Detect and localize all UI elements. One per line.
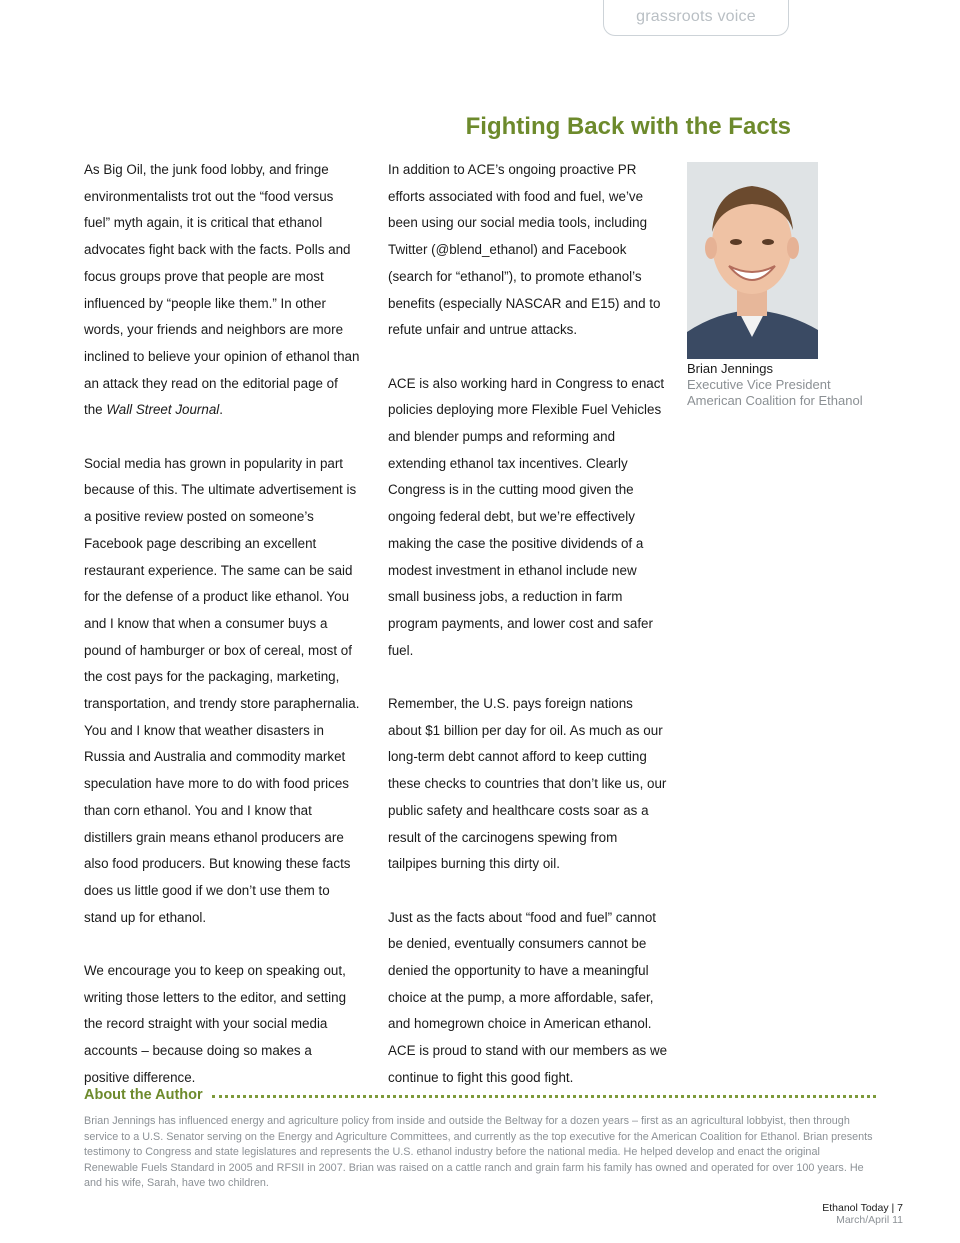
column2-paragraph-4: Just as the facts about “food and fuel” cannot be denied, eventually consumers cannot be denied the opportunity to have a meaningful choice at the pump, a more affordable, safer, and homegrown choice in American ethanol. ACE is proud to stand with our members as we continue to fight this good fight. [388, 909, 668, 1085]
author-title: Executive Vice President [687, 377, 831, 392]
publication-name: Wall Street Journal [106, 402, 220, 418]
page-footer [822, 1202, 903, 1226]
about-author-body: Brian Jennings has influenced energy and agriculture policy from inside and outside the Beltway for a dozen years – first as an agricultural lobbyist, then through service to a U.S. Senator serving on the Energy and Agriculture Committees, and currently as the top executive for the American Coalition for Ethanol. Brian presents testimony to Congress and state legislatures and represents the U.S. ethanol industry before the national media. He helped develop and enact the original Renewable Fuels Standard in 2005 and RFSII in 2007. Brian was raised on a cattle ranch and grain farm his family has owned and operated for over 100 years. He and his wife, Sarah, have two children. [84, 1115, 873, 1189]
author-organization: American Coalition for Ethanol [687, 393, 863, 408]
dotted-divider [212, 1095, 876, 1098]
column2-paragraph-3: Remember, the U.S. pays foreign nations about $1 billion per day for oil. As much as our long-term debt cannot afford to keep cutting these checks to countries that don’t like us, our public safety and healthcare costs soar as a result of the carcinogens spewing from tailpipes burning this dirty oil. [388, 696, 667, 872]
about-author-heading-row [84, 1086, 876, 1106]
magazine-page-number: Ethanol Today | 7 [822, 1202, 903, 1214]
section-tab-label: grassroots voice [636, 8, 756, 25]
column2-paragraph-2: ACE is also working hard in Congress to enact policies deploying more Flexible Fuel Vehicles and blender pumps and reforming and extending ethanol tax incentives. Clearly Congress is in the cutting mood given the ongoing federal debt, but we’re effectively making the case the positive dividends of a modest investment in ethanol include new small business jobs, a reduction in farm program payments, and lower cost and safer fuel. [388, 375, 665, 658]
column1-paragraph-3: We encourage you to keep on speaking out, writing those letters to the editor, and setting the record straight with your social media accounts – because doing so makes a positive difference. [84, 963, 347, 1085]
article-column-1 [84, 157, 360, 1092]
column2-paragraph-1: In addition to ACE’s ongoing proactive PR efforts associated with food and fuel, we’ve been using our social media tools, including Twitter (@blend_ethanol) and Facebook (search for “ethanol”), to promote ethanol’s benefits (especially NASCAR and E15) and to refute unfair and untrue attacks. [388, 162, 661, 338]
author-name: Brian Jennings [687, 361, 773, 376]
about-author-heading: About the Author [84, 1087, 209, 1103]
article-title: Fighting Back with the Facts [465, 113, 791, 140]
photo-caption [687, 361, 947, 409]
column1-paragraph-2: Social media has grown in popularity in part because of this. The ultimate advertisement is a positive review posted on someone’s Facebook page describing an excellent restaurant experience. The same can be said for the defense of a product like ethanol. You and I know that when a consumer buys a pound of hamburger or box of cereal, most of the cost pays for the packaging, marketing, transportation, and trendy store paraphernalia. You and I know that weather disasters in Russia and Australia and commodity market speculation have more to do with food prices than corn ethanol. You and I know that distillers grain means ethanol producers are also food producers. But knowing these facts does us little good if we don’t use them to stand up for ethanol. [84, 455, 360, 925]
article-column-2 [388, 157, 670, 1092]
column1-paragraph-1: As Big Oil, the junk food lobby, and fringe environmentalists trot out the “food versus fuel” myth again, it is critical that ethanol advocates fight back with the facts. Polls and focus groups prove that people are most influenced by “people like them.” In other words, your friends and neighbors are more inclined to believe your opinion of ethanol than an attack they read on the editorial page of the Wall Street Journal. [84, 162, 360, 418]
author-portrait-illustration [687, 162, 818, 359]
section-tab [603, 0, 789, 36]
author-photo [687, 162, 818, 359]
issue-date: March/April 11 [836, 1214, 903, 1226]
